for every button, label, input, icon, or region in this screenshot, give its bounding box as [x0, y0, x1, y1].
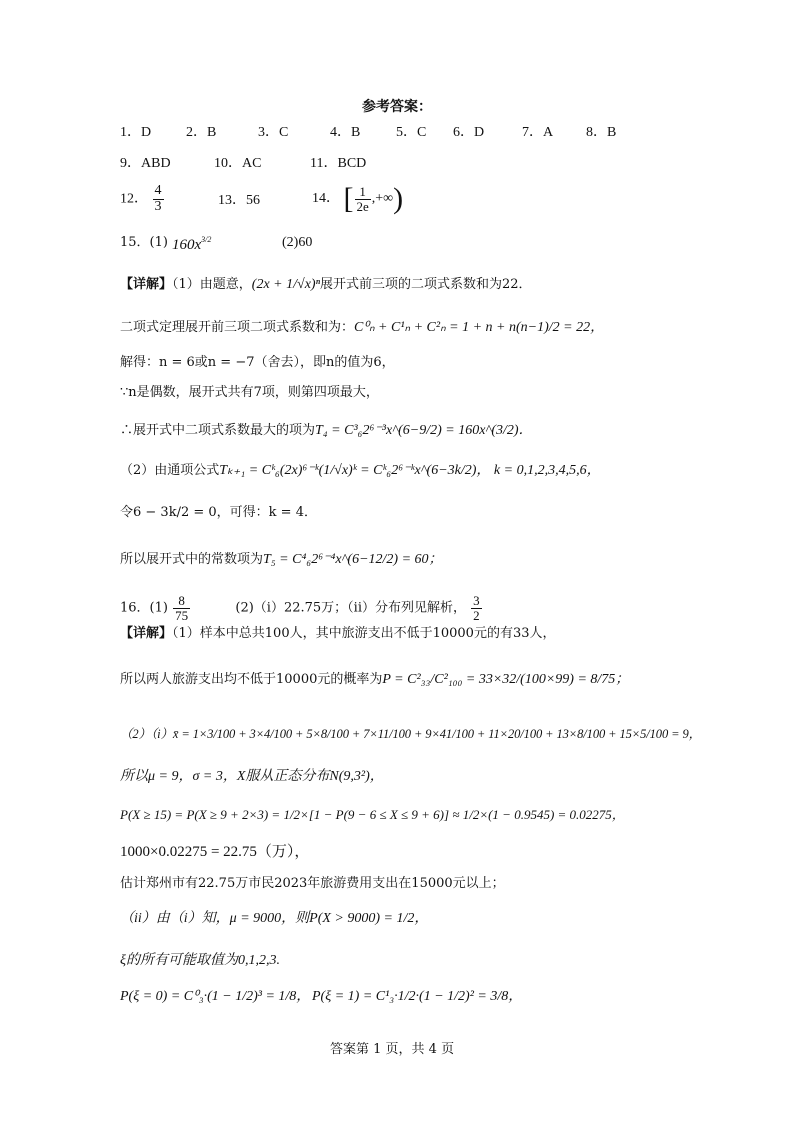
q15-line-8-expr: T₅ = C⁴₆2⁶⁻⁴x^(6−12/2) = 60；	[263, 552, 443, 567]
q16-line-6: 1000×0.02275 = 22.75（万），	[120, 844, 310, 860]
q15-line-8-text: 所以展开式中的常数项为	[120, 552, 264, 567]
answer-12	[120, 184, 165, 214]
q15-line-6	[120, 464, 601, 478]
answer-1: 1．D	[120, 125, 152, 140]
answer-6: 6．D	[453, 125, 485, 140]
q15-line-2-text: 二项式定理展开前三项二项式系数和为：	[120, 320, 355, 335]
q15-answer-2: (2)60	[282, 235, 313, 250]
q15-line-2	[120, 321, 604, 335]
q15-line-2-expr: C⁰ₙ + C¹ₙ + C²ₙ = 1 + n + n(n−1)/2 = 22，	[354, 320, 605, 335]
page-title: 参考答案：	[362, 99, 432, 115]
answer-13: 13．56	[218, 193, 260, 208]
answer-9: 9．ABD	[120, 156, 171, 171]
q15-answer-1-base: 160x	[172, 237, 202, 253]
q16-answer-2-fraction	[471, 594, 482, 622]
q15-label: 15．(1)	[120, 235, 168, 250]
q16-line-2	[120, 673, 629, 687]
answer-7: 7．A	[522, 125, 554, 140]
answer-3: 3．C	[258, 125, 289, 140]
q16-line-10a: P(ξ = 0) = C⁰₃·(1 − 1/2)³ = 1/8，	[120, 989, 311, 1004]
q16-line-1	[120, 627, 556, 640]
answer-14-tail: ,+∞	[371, 191, 394, 207]
q15-line-6-text: （2）由通项公式	[120, 463, 220, 478]
q15-line-7: 令6 − 3k/2 = 0，可得：k = 4．	[120, 505, 317, 520]
q16-line-5: P(X ≥ 15) = P(X ≥ 9 + 2×3) = 1/2×[1 − P(9 − 6 ≤ X ≤ 9 + 6)] ≈ 1/2×(1 − 0.9545) = 0.02275，	[120, 807, 625, 822]
q16-line-2-text: 所以两人旅游支出均不低于10000元的概率为	[120, 672, 383, 687]
answer-5: 5．C	[396, 125, 427, 140]
q15-line-1-text-b: 展开式前三项的二项式系数和为22．	[319, 277, 532, 292]
fraction-numerator: 3	[473, 593, 480, 608]
answer-12-fraction	[153, 184, 164, 214]
answer-10: 10．AC	[214, 156, 262, 171]
fraction-denominator: 75	[175, 607, 189, 623]
q15-line-3: 解得：n = 6或n = −7（舍去），即n的值为6，	[120, 355, 395, 370]
answer-14-fraction	[355, 185, 371, 213]
q16-line-3: （2）（i）x̄ = 1×3/100 + 3×4/100 + 5×8/100 + 7×11/100 + 9×41/100 + 11×20/100 + 13×8/100 + 15×5/100 = 9，	[120, 727, 702, 741]
q16-answers	[120, 594, 483, 622]
fraction-denominator: 2e	[356, 198, 369, 214]
q15-line-5-expr: T₄ = C³₆2⁶⁻³x^(6−9/2) = 160x^(3/2)．	[315, 423, 533, 438]
answer-8: 8．B	[586, 125, 617, 140]
q16-line-1-text: （1）样本中总共100人，其中旅游支出不低于10000元的有33人，	[172, 626, 556, 641]
answer-4: 4．B	[330, 125, 361, 140]
detail-tag: 【详解】	[120, 277, 173, 292]
q15-answer-1-exp: 3/2	[201, 235, 212, 244]
answer-11: 11．BCD	[310, 156, 367, 171]
q15-answer-1	[172, 235, 212, 253]
q16-label: 16．(1)	[120, 600, 168, 616]
q16-line-4: 所以μ = 9，σ = 3，X服从正态分布N(9,3²)，	[120, 769, 384, 784]
page-footer: 答案第 1 页，共 4 页	[330, 1042, 455, 1057]
q16-answer-1	[173, 594, 190, 622]
q15-line-1-expr: (2x + 1/√x)ⁿ	[251, 277, 320, 292]
q16-line-7: 估计郑州市有22.75万市民2023年旅游费用支出在15000元以上；	[120, 876, 505, 891]
q15-line-4: ∵n是偶数，展开式共有7项，则第四项最大，	[120, 385, 379, 400]
q15-line-5-text: ∴展开式中二项式系数最大的项为	[120, 423, 316, 438]
answer-2: 2．B	[186, 125, 217, 140]
q16-line-8: （ii）由（i）知，μ = 9000，则P(X > 9000) = 1/2，	[120, 911, 429, 926]
q15-line-5	[120, 424, 533, 438]
q16-line-9: ξ的所有可能取值为0,1,2,3.	[120, 953, 280, 968]
q16-line-2-expr: P = C²₃₃/C²₁₀₀ = 33×32/(100×99) = 8/75；	[382, 672, 630, 687]
answer-14: 14． [ $\frac{1}{2e}$ ,+∞)	[312, 182, 404, 215]
q15-line-1-text: （1）由题意，	[172, 277, 252, 292]
q15-line-1	[120, 278, 532, 292]
fraction-denominator: 3	[154, 198, 162, 214]
q15-line-6-expr: Tₖ₊₁ = Cᵏ₆(2x)⁶⁻ᵏ(1/√x)ᵏ = Cᵏ₆2⁶⁻ᵏx^(6−3k/2)， k = 0,1,2,3,4,5,6，	[219, 463, 601, 478]
q15-line-8	[120, 553, 443, 567]
answer-14-label: 14．	[312, 191, 340, 207]
q16-answer-2: (2)（i）22.75万；（ii）分布列见解析，	[235, 600, 466, 616]
fraction-numerator: 1	[355, 185, 371, 200]
fraction-numerator: 8	[173, 594, 190, 609]
answer-12-label: 12．	[120, 191, 148, 207]
q16-line-10b: P(ξ = 1) = C¹₃·1/2·(1 − 1/2)² = 3/8，	[312, 989, 523, 1004]
fraction-numerator: 4	[154, 183, 162, 198]
fraction-denominator: 2	[473, 607, 480, 623]
detail-tag: 【详解】	[120, 626, 173, 641]
